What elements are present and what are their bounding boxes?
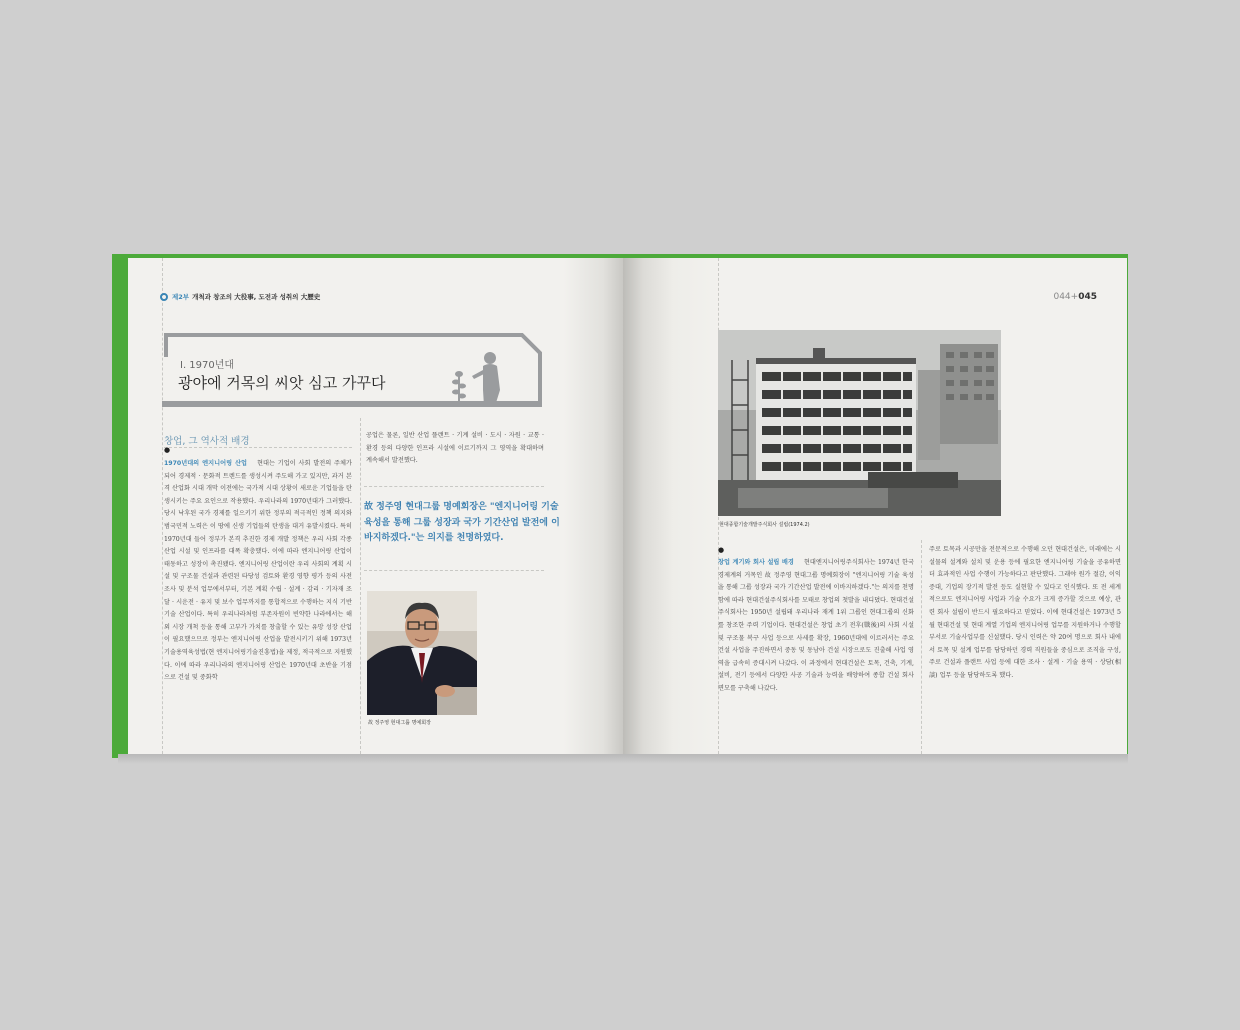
left-column-1 <box>164 458 352 734</box>
column-guide <box>921 540 922 754</box>
chapter-title: 광야에 거목의 씨앗 심고 가꾸다 <box>178 374 386 392</box>
left-column-1-text: 현대는 기업이 사회 발전의 주체가 되어 경제적 · 문화적 트렌드를 생성시켜 주도해 가고 있지만, 과거 본격 산업화 시대 개막 이전에는 국가적 시대 상황이 새로운 기업들을 탄생시키는 주요 요인으로 작용했다. 우리나라의 1970년대가 그러했다. 당시 낙후된 국가 경제를 일으키기 위한 정부의 적극적인 정책 의지와 범국민적 노력은 이 땅에 신생 기업들의 탄생을 대거 유발시켰다. 특히 1970년대 들어 정부가 본격 추진한 경제 개발 정책은 우리 사회 각종 산업 시설 및 인프라를 대폭 확충했다. 이에 따라 엔지니어링 산업이 태동하고 성장이 촉진됐다. 엔지니어링 산업이란 우리 사회의 계획 시설 및 구조물 건설과 관련된 타당성 검토와 환경 영향 평가 등의 사전 조사 및 분석 업무에서부터, 기본 계획 수립 · 설계 · 감리 · 기자재 조달 · 시운전 · 유지 및 보수 업무까지를 통합적으로 수행하는 지식 기반 기술 산업이다. 특히 우리나라처럼 부존자원이 빈약한 나라에서는 해외 시장 개척 등을 통해 고부가 가치를 창출할 수 있는 유망 성장 산업이 필요했으므로 정부는 엔지니어링 산업을 발전시키기 위해 1973년 기술용역육성법(현 엔지니어링기술진흥법)을 제정, 적극적으로 지원했다. 이에 따라 우리나라의 엔지니어링 산업은 1970년대 초반을 기점으로 건설 및 중화학 <box>164 460 352 682</box>
left-column-2-text: 공업은 물론, 일반 산업 플랜트 · 기계 설비 · 도시 · 자원 · 교통 · 환경 등의 다양한 인프라 시설에 이르기까지 그 영역을 확대하며 계속해서 발전했다. <box>366 432 544 465</box>
circle-icon <box>160 293 168 301</box>
column-guide <box>360 418 361 754</box>
right-column-1 <box>718 557 914 733</box>
right-column-2 <box>929 544 1121 720</box>
section-bullet: ● <box>718 546 725 554</box>
part-header <box>160 292 320 301</box>
page-number-separator: + <box>1070 292 1079 302</box>
era-label: I. 1970년대 <box>180 360 235 371</box>
left-column-2 <box>366 430 544 470</box>
right-page <box>623 258 1127 754</box>
book-spread <box>112 254 1128 758</box>
portrait-photo <box>367 591 477 715</box>
building-photo-caption: 현대종합기술개발주식회사 설립(1974.2) <box>719 522 810 528</box>
part-number: 제2부 <box>172 293 190 301</box>
right-column-2-text: 주로 토목과 시공만을 전문적으로 수행해 오던 현대건설은, 미래에는 시설물의 설계와 설치 및 운용 등에 필요한 엔지니어링 기술을 공유하면 더 효과적인 사업 수행이 가능하다고 판단했다. 그래야 원가 절감, 이익 증대, 기업의 장기적 발전 등도 실현할 수 있다고 인식했다. 또 전 세계적으로도 엔지니어링 사업과 기술 수요가 크게 증가할 것으로 예상, 관련 회사 설립이 반드시 필요하다고 믿었다. 이에 현대건설은 1973년 5월 현대건설 및 현대 계열 기업의 엔지니어링 업무를 지원하거나 수행할 부서로 기술사업부를 신설했다. 당시 인력은 약 20여 명으로 회사 내에서 토목 및 설계 업무를 담당하던 경력 직원들을 중심으로 조직을 구성, 주로 건설과 플랜트 사업 등에 대한 조사 · 설계 · 기술 용역 · 상담(相談) 업무 등을 담당하도록 했다. <box>929 546 1121 679</box>
gardener-silhouette-icon <box>450 350 510 406</box>
pull-quote: 故 정주영 현대그룹 명예회장은 "엔지니어링 기술 육성을 통해 그룹 성장과 국가 기간산업 발전에 이바지하겠다."는 의지를 천명하였다. <box>364 502 560 543</box>
divider <box>364 570 544 571</box>
divider <box>164 447 352 448</box>
divider <box>364 486 544 487</box>
part-title: 개척과 창조의 大役事, 도전과 성취의 大歷史 <box>192 293 321 301</box>
page-number <box>1053 292 1097 302</box>
section-bullet: ● <box>164 446 171 454</box>
portrait-caption: 故 정주영 현대그룹 명예회장 <box>368 720 431 726</box>
prev-page-number: 044 <box>1053 292 1071 302</box>
current-page-number: 045 <box>1078 292 1097 302</box>
section-keyword: 1970년대의 엔지니어링 산업 <box>164 460 248 467</box>
book-shadow <box>118 754 1128 764</box>
building-photo <box>718 330 1001 516</box>
section-keyword: 창업 계기와 회사 설립 배경 <box>718 559 794 566</box>
right-column-1-text: 현대엔지니어링주식회사는 1974년 한국 경제계의 거목인 故 정주영 현대그룹 명예회장이 "엔지니어링 기술 육성을 통해 그룹 성장과 국가 기간산업 발전에 이바지하겠다."는 의지를 천명함에 따라 현대건설주식회사를 모태로 창업의 첫발을 내디뎠다. 현대건설주식회사는 1950년 설립돼 우리나라 재계 1위 그룹인 현대그룹의 신화를 창조한 주력 기업이다. 현대건설은 창업 초기 전후(戰後)의 사회 시설 및 구조물 복구 사업 등으로 사세를 확장, 1960년대에 이르러서는 주요 건설 사업을 주진하면서 중동 및 동남아 건설 시장으로도 진출해 사업 영역을 급속히 증대시켜 나갔다. 이 과정에서 현대건설은 토목, 건축, 기계, 설비, 전기 등에서 다양한 사공 기술과 능력을 배양하여 종합 건설 회사 면모를 구축해 나갔다. <box>718 559 914 692</box>
left-page <box>128 258 623 754</box>
section-subhead: 창업, 그 역사적 배경 <box>164 436 250 447</box>
